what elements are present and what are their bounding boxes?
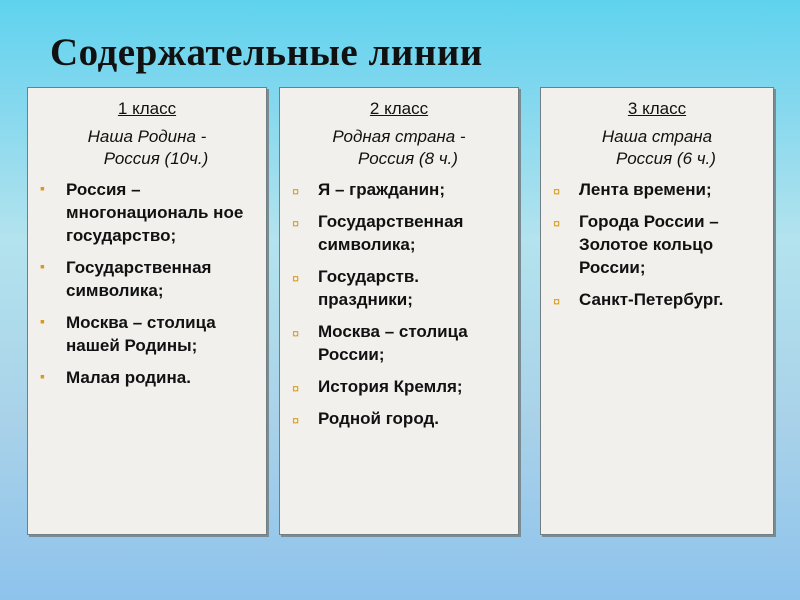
topic-title <box>288 126 510 170</box>
bullet-icon <box>292 409 306 432</box>
topic-title <box>549 126 765 170</box>
list-item-text: История Кремля; <box>318 377 463 396</box>
list-item-text: Москва – столица нашей Родины; <box>66 313 216 355</box>
bullet-icon <box>292 212 306 235</box>
topic-list <box>549 178 765 311</box>
list-item-text: Санкт-Петербург. <box>579 290 724 309</box>
list-item-text: Государств. праздники; <box>318 267 420 309</box>
list-item-text: Я – гражданин; <box>318 180 445 199</box>
topic-title <box>36 126 258 170</box>
topic-line-1: Родная страна - <box>332 127 466 146</box>
list-item-text: Государственная символика; <box>66 258 212 300</box>
list-item <box>36 366 258 389</box>
topic-line-1: Наша Родина - <box>87 127 207 146</box>
column-grade-1 <box>27 87 267 535</box>
bullet-icon <box>40 310 54 333</box>
list-item <box>288 265 510 311</box>
list-item-text: Государственная символика; <box>318 212 464 254</box>
column-grade-3 <box>540 87 774 535</box>
list-item <box>288 178 510 201</box>
bullet-icon <box>553 290 567 313</box>
list-item <box>549 210 765 279</box>
list-item-text: Города России – Золотое кольцо России; <box>579 212 719 277</box>
list-item-text: Малая родина. <box>66 368 191 387</box>
list-item-text: Родной город. <box>318 409 439 428</box>
list-item <box>288 320 510 366</box>
list-item <box>288 210 510 256</box>
grade-label: 3 класс <box>627 99 687 118</box>
list-item <box>549 178 765 201</box>
bullet-icon <box>292 377 306 400</box>
list-item-text: Лента времени; <box>579 180 712 199</box>
grade-label: 2 класс <box>369 99 429 118</box>
list-item <box>288 375 510 398</box>
list-item-text: Москва – столица России; <box>318 322 468 364</box>
topic-line-2: Россия (8 ч.) <box>358 149 458 168</box>
bullet-icon <box>553 180 567 203</box>
slide-title: Содержательные линии <box>50 31 483 74</box>
bullet-icon <box>292 322 306 345</box>
topic-line-1: Наша страна <box>601 127 713 146</box>
bullet-icon <box>40 255 54 278</box>
bullet-icon <box>40 365 54 388</box>
bullet-icon <box>292 267 306 290</box>
topic-line-2: Россия (6 ч.) <box>616 149 716 168</box>
list-item <box>288 407 510 430</box>
column-grade-2 <box>279 87 519 535</box>
list-item <box>549 288 765 311</box>
bullet-icon <box>553 212 567 235</box>
bullet-icon <box>292 180 306 203</box>
topic-list <box>36 178 258 389</box>
topic-list <box>288 178 510 430</box>
topic-line-2: Россия (10ч.) <box>103 149 209 168</box>
list-item <box>36 256 258 302</box>
list-item <box>36 178 258 247</box>
grade-label: 1 класс <box>117 99 177 118</box>
list-item-text: Россия – многонациональ ное государство; <box>66 180 244 245</box>
list-item <box>36 311 258 357</box>
bullet-icon <box>40 177 54 200</box>
